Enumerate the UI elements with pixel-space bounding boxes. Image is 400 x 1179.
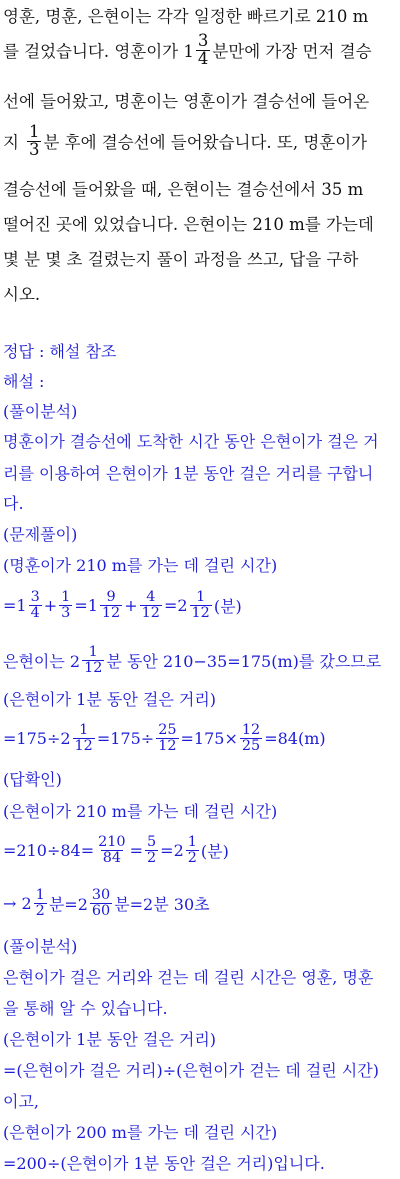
- section-heading: (풀이분석): [3, 936, 78, 956]
- fraction: $\frac{1}{12}$: [84, 644, 103, 676]
- fraction: $\frac{12}{25}$: [241, 722, 261, 754]
- problem-line: 떨어진 곳에 있었습니다. 은현이는 210 m를 가는데: [3, 215, 374, 234]
- solution-line: =(은현이가 걸은 거리)÷(은현이가 걷는 데 걸린 시간): [3, 1060, 379, 1080]
- problem-line: 를 걸었습니다. 영훈이가 1 $\frac{3}{4}$ 분만에 가장 먼저 결승: [3, 31, 372, 68]
- solution-line: (은현이가 1분 동안 걸은 거리): [3, 689, 217, 709]
- fraction: $\frac{1}{3}$: [28, 122, 40, 159]
- fraction: $\frac{210}{84}$: [98, 834, 126, 866]
- fraction: $\frac{25}{12}$: [158, 722, 177, 754]
- solution-line: 리를 이용하여 은현이가 1분 동안 걸은 거리를 구합니: [3, 463, 374, 483]
- equation-line: =1 $\frac{3}{4}$ + $\frac{1}{3}$ =1 $\frac{9}{12}$ + $\frac{4}{12}$ =2 $\frac{1}{12}$ (분): [3, 589, 242, 621]
- explain-label: 해설 :: [3, 371, 45, 391]
- fraction: $\frac{5}{2}$: [147, 834, 157, 866]
- equation-line: =210÷84= $\frac{210}{84}$ = $\frac{5}{2}$ =2 $\frac{1}{2}$ (분): [3, 834, 229, 866]
- fraction: $\frac{1}{3}$: [61, 589, 71, 621]
- fraction: $\frac{1}{2}$: [187, 834, 197, 866]
- fraction: $\frac{3}{4}$: [197, 31, 209, 68]
- solution-line: (은현이가 200 m를 가는 데 걸린 시간): [3, 1122, 278, 1142]
- solution-line: =200÷(은현이가 1분 동안 걸은 거리)입니다.: [3, 1153, 325, 1173]
- problem-line: 지 $\frac{1}{3}$ 분 후에 결승선에 들어왔습니다. 또, 명훈이가: [3, 122, 368, 159]
- section-heading: (풀이분석): [3, 401, 78, 421]
- fraction: $\frac{1}{12}$: [191, 589, 210, 621]
- fraction: $\frac{1}{12}$: [74, 722, 93, 754]
- solution-line: 명훈이가 결승선에 도착한 시간 동안 은현이가 걸은 거: [3, 431, 379, 451]
- solution-line: (은현이가 1분 동안 걸은 거리): [3, 1029, 217, 1049]
- fraction: $\frac{30}{60}$: [91, 887, 111, 919]
- problem-line: 영훈, 명훈, 은현이는 각각 일정한 빠르기로 210 m: [3, 7, 369, 26]
- fraction: $\frac{1}{2}$: [35, 887, 45, 919]
- solution-line: (은현이가 210 m를 가는 데 걸린 시간): [3, 801, 278, 821]
- fraction: $\frac{3}{4}$: [30, 589, 40, 621]
- problem-line: 시오.: [3, 285, 41, 304]
- fraction: $\frac{9}{12}$: [101, 589, 121, 621]
- solution-line: 을 통해 알 수 있습니다.: [3, 998, 168, 1018]
- problem-line: 결승선에 들어왔을 때, 은현이는 결승선에서 35 m: [3, 180, 364, 199]
- solution-line: 다.: [3, 493, 24, 513]
- solution-line: 은현이가 걸은 거리와 걷는 데 걸린 시간은 영훈, 명훈: [3, 967, 374, 987]
- section-heading: (답확인): [3, 769, 62, 789]
- answer-line: 정답 : 해설 참조: [3, 341, 117, 361]
- problem-line: 선에 들어왔고, 명훈이는 영훈이가 결승선에 들어온: [3, 92, 370, 111]
- solution-line: 이고,: [3, 1091, 39, 1111]
- equation-line: → 2 $\frac{1}{2}$ 분=2 $\frac{30}{60}$ 분=2분 30초: [3, 887, 210, 919]
- equation-line: =175÷2 $\frac{1}{12}$ =175÷ $\frac{25}{12}$ =175× $\frac{12}{25}$ =84(m): [3, 722, 326, 754]
- fraction: $\frac{4}{12}$: [141, 589, 160, 621]
- equation-line: 은현이는 2 $\frac{1}{12}$ 분 동안 210−35=175(m)를 갔으므로: [3, 644, 382, 676]
- problem-line: 몇 분 몇 초 걸렸는지 풀이 과정을 쓰고, 답을 구하: [3, 250, 359, 269]
- solution-line: (명훈이가 210 m를 가는 데 걸린 시간): [3, 555, 278, 575]
- section-heading: (문제풀이): [3, 524, 78, 544]
